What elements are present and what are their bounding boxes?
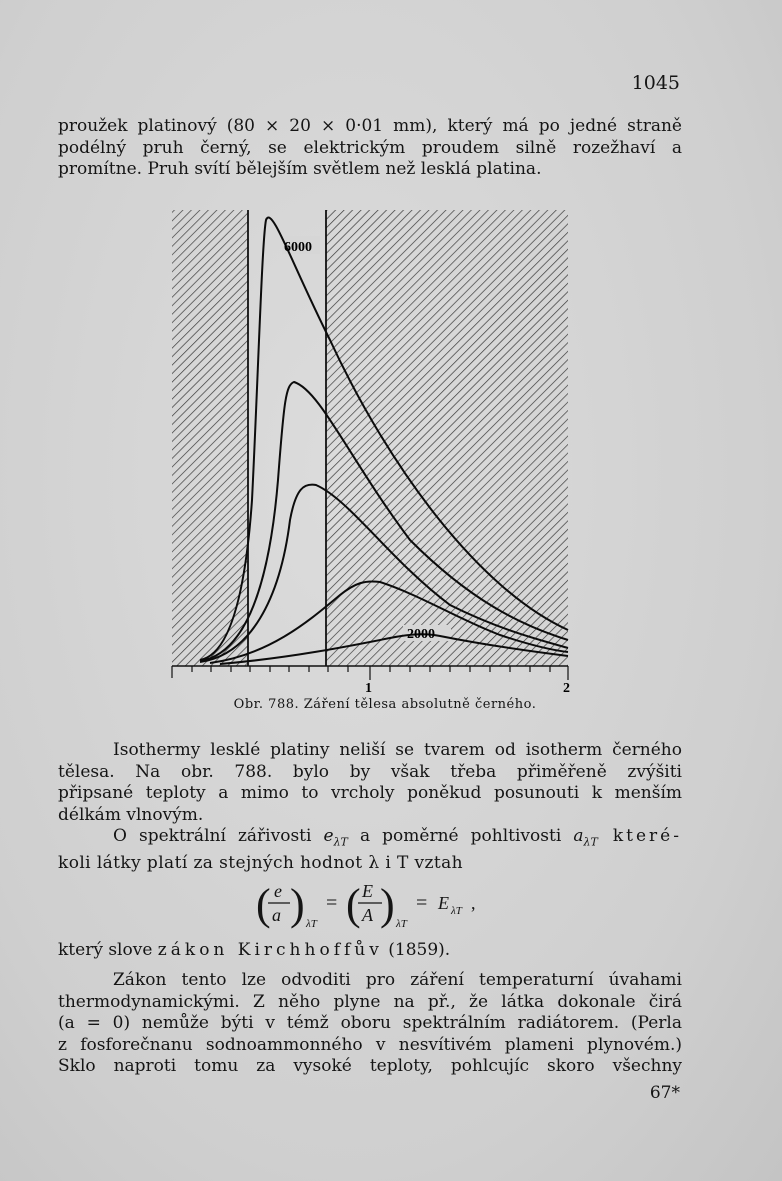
- text-fragment: (1859).: [382, 940, 451, 960]
- paragraph-derivation: [58, 970, 682, 1078]
- text-line: promítne. Pruh svítí bělejším světlem než lesklá platina.: [58, 159, 542, 179]
- paragraph-kirchhoff-intro: [58, 826, 682, 874]
- paragraph-kirchhoff-law: [58, 940, 682, 962]
- x-axis-ticks: [172, 666, 568, 680]
- formula-sub1: λT: [306, 918, 317, 930]
- formula-sub2: λT: [396, 918, 407, 930]
- symbol-a: a: [573, 826, 584, 846]
- text-line: [58, 940, 682, 962]
- text-fragment: které-: [597, 826, 682, 846]
- text-line: (a = 0) nemůže býti v témž oboru spektrálním radiátorem. (Perla: [58, 1013, 682, 1033]
- equals-sign: =: [326, 892, 338, 914]
- formula-rhs: E: [438, 893, 449, 913]
- text-line: podélný pruh černý, se elektrickým proudem silně rozežhaví a: [58, 137, 682, 158]
- kirchhoff-formula: [250, 875, 550, 935]
- text-line: tělesa. Na obr. 788. bylo by však třeba přiměřeně zvýšiti: [58, 761, 682, 782]
- subscript: λT: [333, 835, 348, 849]
- text-line: připsané teploty a mimo to vrcholy poněkud posunouti k menším: [58, 783, 682, 803]
- text-line: [58, 826, 682, 853]
- figure-caption: Obr. 788. Záření tělesa absolutně černého.: [233, 697, 537, 712]
- text-line: Sklo naproti tomu za vysoké teploty, pohlcujíc skoro všechny: [58, 1056, 682, 1076]
- formula-rhs-sub: λT: [451, 905, 462, 917]
- text-line: thermodynamickými. Z něho plyne na př., že látka dokonale čirá: [58, 991, 682, 1012]
- symbol-e: e: [323, 826, 334, 846]
- text-line: z fosforečnanu sodnoammonného v nesvítivém plameni plynovém.): [58, 1034, 682, 1055]
- signature-mark: 67*: [649, 1083, 680, 1103]
- equals-sign: =: [416, 892, 428, 914]
- hatched-region-left: [172, 210, 248, 666]
- text-line: Isothermy lesklé platiny neliší se tvarem od isotherm černého: [113, 740, 682, 760]
- subscript: λT: [583, 835, 598, 849]
- curve-label-2000: 2000: [407, 627, 435, 642]
- blackbody-radiation-figure: [150, 200, 590, 700]
- hatched-region-right: [326, 210, 568, 666]
- law-name: zákon Kirchhoffův: [157, 940, 383, 960]
- text-fragment: který slove: [58, 940, 158, 960]
- formula-num2: E: [362, 881, 373, 901]
- formula-comma: ,: [471, 893, 476, 913]
- formula-num1: e: [274, 881, 282, 901]
- paren-right: ): [290, 880, 305, 929]
- paren-right: ): [380, 880, 395, 929]
- page-number: 1045: [631, 72, 680, 94]
- text-line: koli látky platí za stejných hodnot λ i T vztah: [58, 852, 463, 873]
- x-tick-label-2: 2: [563, 681, 570, 696]
- x-tick-label-1: 1: [365, 681, 372, 696]
- text-line: proužek platinový (80 × 20 × 0·01 mm), který má po jedné straně: [58, 116, 682, 136]
- paragraph-intro: [58, 116, 682, 181]
- formula-den1: a: [272, 905, 281, 925]
- formula-den2: A: [362, 905, 373, 925]
- text-line: délkám vlnovým.: [58, 804, 204, 825]
- paren-left: (: [256, 880, 271, 929]
- curve-label-6000: 6000: [284, 240, 312, 255]
- text-fragment: a poměrné pohltivosti: [347, 826, 574, 846]
- text-fragment: O spektrální zářivosti: [113, 826, 324, 846]
- paren-left: (: [346, 880, 361, 929]
- text-line: Zákon tento lze odvoditi pro záření temperaturní úvahami: [113, 970, 682, 990]
- paragraph-isotherms: [58, 740, 682, 826]
